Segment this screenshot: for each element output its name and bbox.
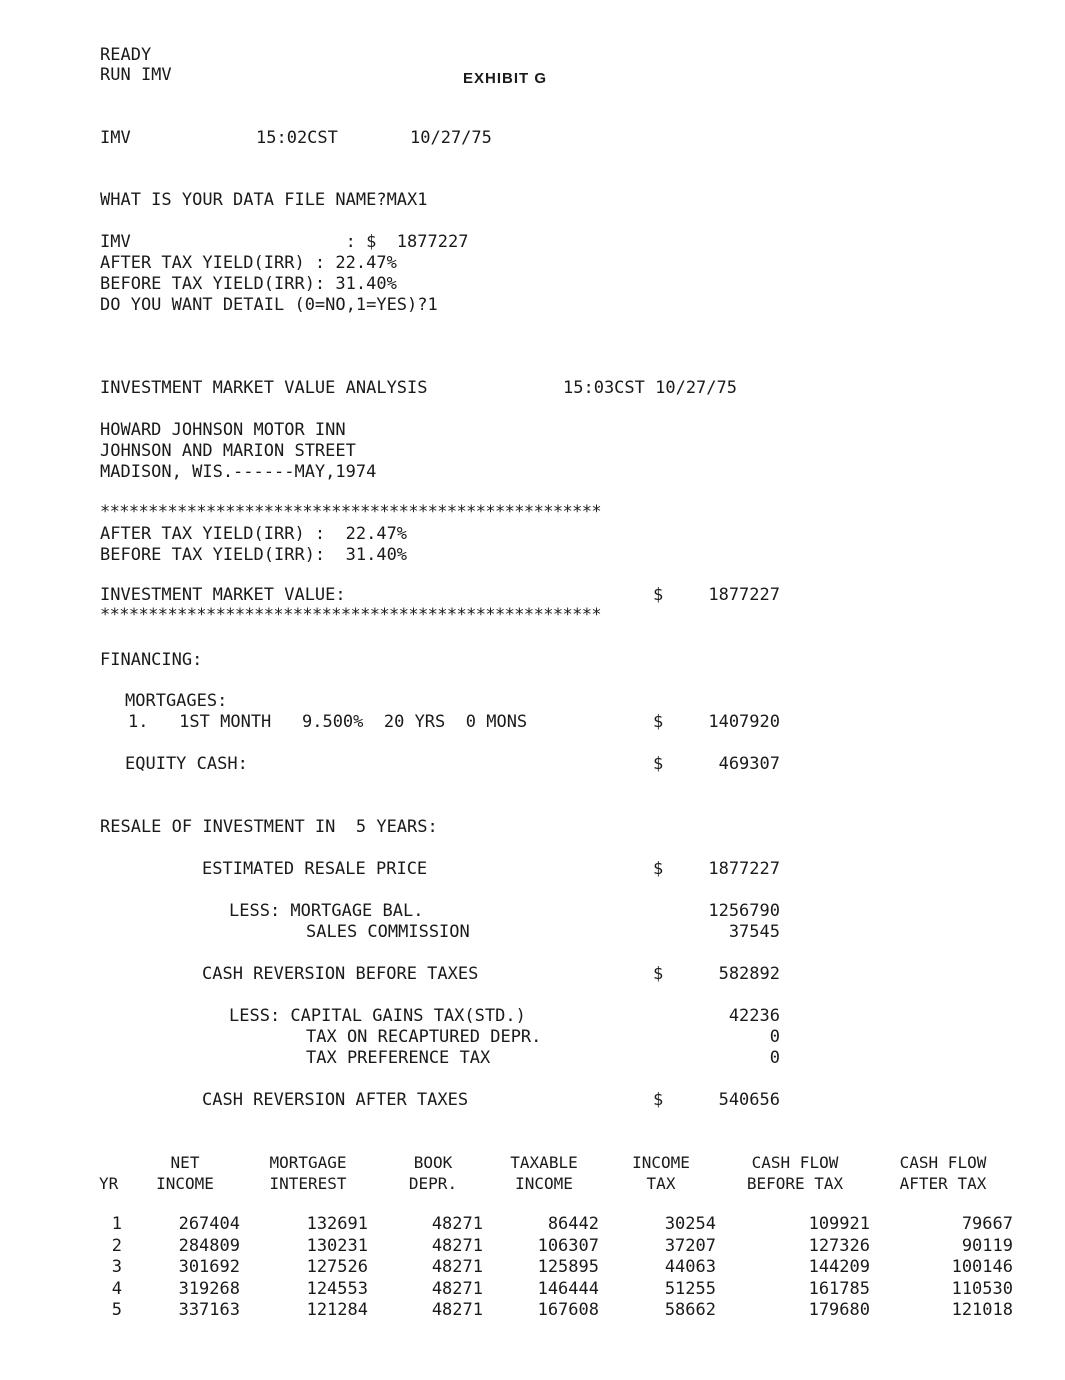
cell-yr: 4 — [111, 1278, 122, 1299]
header-cash-flow-after-tax-1: CASH FLOW — [899, 1153, 987, 1172]
header-income-tax-2: TAX — [646, 1174, 676, 1193]
equity-cash-label: EQUITY CASH: — [125, 754, 248, 774]
session-date: 10/27/75 — [410, 128, 492, 148]
report-before-tax-yield: BEFORE TAX YIELD(IRR): 31.40% — [100, 545, 408, 565]
header-book-depr-1: BOOK — [413, 1153, 453, 1172]
header-cash-flow-before-tax-2: BEFORE TAX — [746, 1174, 844, 1193]
imv-value: 1877227 — [708, 585, 780, 605]
property-street: JOHNSON AND MARION STREET — [100, 441, 356, 461]
recaptured-depr-label: TAX ON RECAPTURED DEPR. — [306, 1027, 542, 1047]
stars-divider-top: **************************************************** — [100, 502, 602, 522]
after-tax-yield-line: AFTER TAX YIELD(IRR) : 22.47% — [100, 253, 397, 273]
est-resale-label: ESTIMATED RESALE PRICE — [202, 859, 428, 879]
imv-dollar-sign: $ — [653, 585, 664, 605]
header-income-tax-1: INCOME — [632, 1153, 690, 1172]
cell-mortgage-interest: 132691 — [306, 1214, 368, 1234]
imv-result-line: IMV : $ 1877227 — [100, 232, 469, 252]
cell-cash-flow-before-tax: 109921 — [808, 1214, 870, 1234]
data-file-prompt: WHAT IS YOUR DATA FILE NAME?MAX1 — [100, 190, 428, 210]
cell-cash-flow-before-tax: 179680 — [808, 1300, 870, 1320]
header-mortgage-interest-2: INTEREST — [269, 1174, 347, 1193]
capital-gains-value: 42236 — [728, 1006, 780, 1026]
cell-net-income: 319268 — [178, 1278, 240, 1299]
less-capital-gains-label: LESS: CAPITAL GAINS TAX(STD.) — [229, 1006, 526, 1026]
report-after-tax-yield: AFTER TAX YIELD(IRR) : 22.47% — [100, 524, 408, 544]
cell-cash-flow-after-tax: 110530 — [951, 1278, 1013, 1299]
report-title: INVESTMENT MARKET VALUE ANALYSIS — [100, 378, 428, 398]
cell-cash-flow-after-tax: 90119 — [961, 1235, 1013, 1256]
cell-yr: 5 — [111, 1300, 122, 1320]
cell-cash-flow-before-tax: 127326 — [808, 1235, 870, 1256]
exhibit-title: EXHIBIT G — [463, 70, 548, 87]
property-city: MADISON, WIS.------MAY,1974 — [100, 462, 377, 482]
cell-taxable-income: 167608 — [537, 1300, 599, 1320]
cell-mortgage-interest: 130231 — [306, 1235, 368, 1256]
report-timestamp: 15:03CST 10/27/75 — [563, 378, 737, 398]
cell-book-depr: 48271 — [431, 1278, 483, 1299]
program-name: IMV — [100, 128, 131, 148]
equity-cash-value: 469307 — [718, 754, 780, 774]
sales-commission-value: 37545 — [728, 922, 780, 942]
cell-taxable-income: 146444 — [537, 1278, 599, 1299]
cell-book-depr: 48271 — [431, 1300, 483, 1320]
header-mortgage-interest-1: MORTGAGE — [269, 1153, 347, 1172]
cell-cash-flow-after-tax: 100146 — [951, 1257, 1013, 1277]
cell-mortgage-interest: 127526 — [306, 1257, 368, 1277]
stars-divider-bottom: **************************************************** — [100, 605, 602, 625]
cell-mortgage-interest: 121284 — [306, 1300, 368, 1320]
mortgage-dollar-sign: $ — [653, 712, 664, 732]
tax-preference-value: 0 — [769, 1048, 780, 1068]
ready-line: READY — [100, 45, 152, 65]
cash-reversion-before-dollar: $ — [653, 964, 664, 984]
cell-cash-flow-before-tax: 144209 — [808, 1257, 870, 1277]
cell-book-depr: 48271 — [431, 1235, 483, 1256]
cell-cash-flow-after-tax: 79667 — [961, 1214, 1013, 1234]
mortgage-bal-value: 1256790 — [708, 901, 780, 921]
cell-yr: 1 — [111, 1214, 122, 1234]
header-taxable-income-1: TAXABLE — [510, 1153, 578, 1172]
resale-heading: RESALE OF INVESTMENT IN 5 YEARS: — [100, 817, 438, 837]
header-taxable-income-2: INCOME — [515, 1174, 573, 1193]
cell-yr: 2 — [111, 1235, 122, 1256]
detail-prompt: DO YOU WANT DETAIL (0=NO,1=YES)?1 — [100, 295, 438, 315]
mortgage-value: 1407920 — [708, 712, 780, 732]
cash-reversion-after-dollar: $ — [653, 1090, 664, 1110]
header-cash-flow-after-tax-2: AFTER TAX — [899, 1174, 987, 1193]
cell-net-income: 337163 — [178, 1300, 240, 1320]
cell-cash-flow-before-tax: 161785 — [808, 1278, 870, 1299]
cell-cash-flow-after-tax: 121018 — [951, 1300, 1013, 1320]
cell-taxable-income: 106307 — [537, 1235, 599, 1256]
cell-book-depr: 48271 — [431, 1257, 483, 1277]
cell-net-income: 284809 — [178, 1235, 240, 1256]
mortgage-line: 1. 1ST MONTH 9.500% 20 YRS 0 MONS — [128, 712, 528, 732]
property-name: HOWARD JOHNSON MOTOR INN — [100, 420, 346, 440]
run-command-line: RUN IMV — [100, 65, 172, 85]
cash-reversion-before-label: CASH REVERSION BEFORE TAXES — [202, 964, 479, 984]
cell-taxable-income: 125895 — [537, 1257, 599, 1277]
equity-dollar-sign: $ — [653, 754, 664, 774]
cell-taxable-income: 86442 — [547, 1214, 599, 1234]
cell-net-income: 267404 — [178, 1214, 240, 1234]
header-net-income-2: INCOME — [156, 1174, 214, 1193]
header-net-income-1: NET — [170, 1153, 200, 1172]
cell-yr: 3 — [111, 1257, 122, 1277]
cell-income-tax: 58662 — [664, 1300, 716, 1320]
cell-mortgage-interest: 124553 — [306, 1278, 368, 1299]
header-yr-2: YR — [99, 1174, 119, 1193]
tax-preference-label: TAX PREFERENCE TAX — [306, 1048, 491, 1068]
before-tax-yield-line: BEFORE TAX YIELD(IRR): 31.40% — [100, 274, 397, 294]
est-resale-value: 1877227 — [708, 859, 780, 879]
cell-income-tax: 37207 — [664, 1235, 716, 1256]
cell-net-income: 301692 — [178, 1257, 240, 1277]
imv-label: INVESTMENT MARKET VALUE: — [100, 585, 346, 605]
header-book-depr-2: DEPR. — [408, 1174, 458, 1193]
cell-income-tax: 51255 — [664, 1278, 716, 1299]
financing-heading: FINANCING: — [100, 650, 203, 670]
header-cash-flow-before-tax-1: CASH FLOW — [751, 1153, 839, 1172]
cash-reversion-after-label: CASH REVERSION AFTER TAXES — [202, 1090, 469, 1110]
mortgages-label: MORTGAGES: — [125, 691, 228, 711]
session-time: 15:02CST — [256, 128, 338, 148]
est-resale-dollar-sign: $ — [653, 859, 664, 879]
cell-income-tax: 44063 — [664, 1257, 716, 1277]
cash-reversion-after-value: 540656 — [718, 1090, 780, 1110]
cell-income-tax: 30254 — [664, 1214, 716, 1234]
less-mortgage-bal-label: LESS: MORTGAGE BAL. — [229, 901, 424, 921]
sales-commission-label: SALES COMMISSION — [306, 922, 470, 942]
cash-reversion-before-value: 582892 — [718, 964, 780, 984]
cell-book-depr: 48271 — [431, 1214, 483, 1234]
recaptured-depr-value: 0 — [769, 1027, 780, 1047]
